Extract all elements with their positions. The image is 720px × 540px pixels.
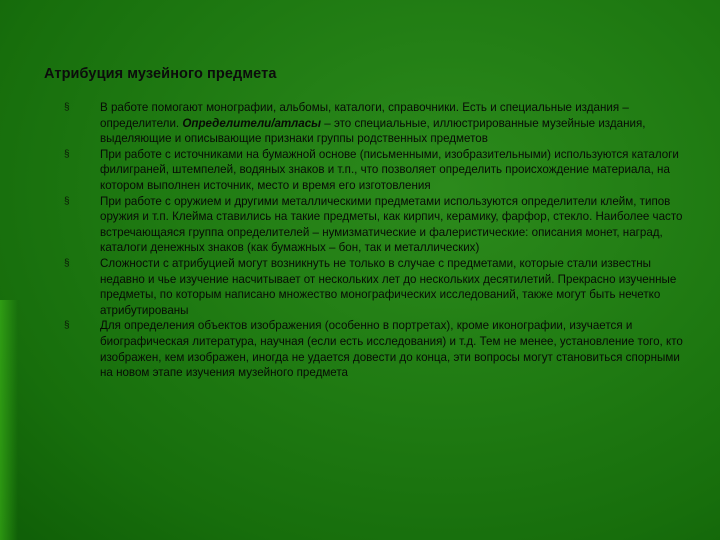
bullet-item-4 [64, 256, 684, 318]
bullet-text-1-emphasis: Определители/атласы [182, 116, 322, 130]
bullet-list [64, 100, 684, 381]
bullet-text-5: Для определения объектов изображения (особенно в портретах), кроме иконографии, изучается и биографическая литература, научная (если есть исследования) и т.д. Тем не менее, установление того, кто изображен, кем изображен, иногда не удается довести до конца, эти вопросы могут становиться спорными на новом этапе изучения музейного предмета [100, 319, 683, 380]
bullet-text-2: При работе с источниками на бумажной основе (письменными, изобразительными) используются каталоги филиграней, штемпелей, водяных знаков и т.п., что позволяет определить происхождение материала, на котором выполнен источник, место и время его изготовления [100, 147, 679, 192]
bullet-item-3 [64, 194, 684, 256]
bullet-marker-icon: § [64, 102, 70, 113]
bullet-text-1-before: В работе помогают монографии, альбомы, каталоги, справочники. Есть и специальные издания – определители. [100, 101, 629, 130]
bullet-text-3: При работе с оружием и другими металлическими предметами используются определители клейм, типов оружия и т.п. Клейма ставились на такие предметы, как кирпич, керамику, фарфор, стекло. Наиболее часто встречающаяся группа определителей – нумизматические и фалеристические: описания монет, наград, каталоги денежных знаков (как бумажных – бон, так и металлических) [100, 194, 683, 255]
bullet-marker-icon: § [64, 148, 70, 160]
bullet-item-2 [64, 147, 684, 194]
bullet-marker-icon: § [64, 257, 70, 269]
bullet-text-4: Сложности с атрибуцией могут возникнуть не только в случае с предметами, которые стали известны недавно и чье изучение насчитывает от нескольких лет до нескольких десятилетий. Прекрасно изученные предметы, по которым написано множество монографических исследований, также могут быть нечетко атрибутированы [100, 256, 677, 317]
bullet-text-1-after: – это специальные, иллюстрированные музейные издания, выделяющие и описывающие признаки группы родственных предметов [100, 116, 646, 146]
bullet-marker-icon: § [64, 195, 70, 207]
bullet-item-1 [64, 100, 684, 147]
bullet-marker-icon: § [64, 320, 70, 332]
bullet-item-5 [64, 318, 684, 380]
slide-title: Атрибуция музейного предмета [44, 66, 277, 82]
